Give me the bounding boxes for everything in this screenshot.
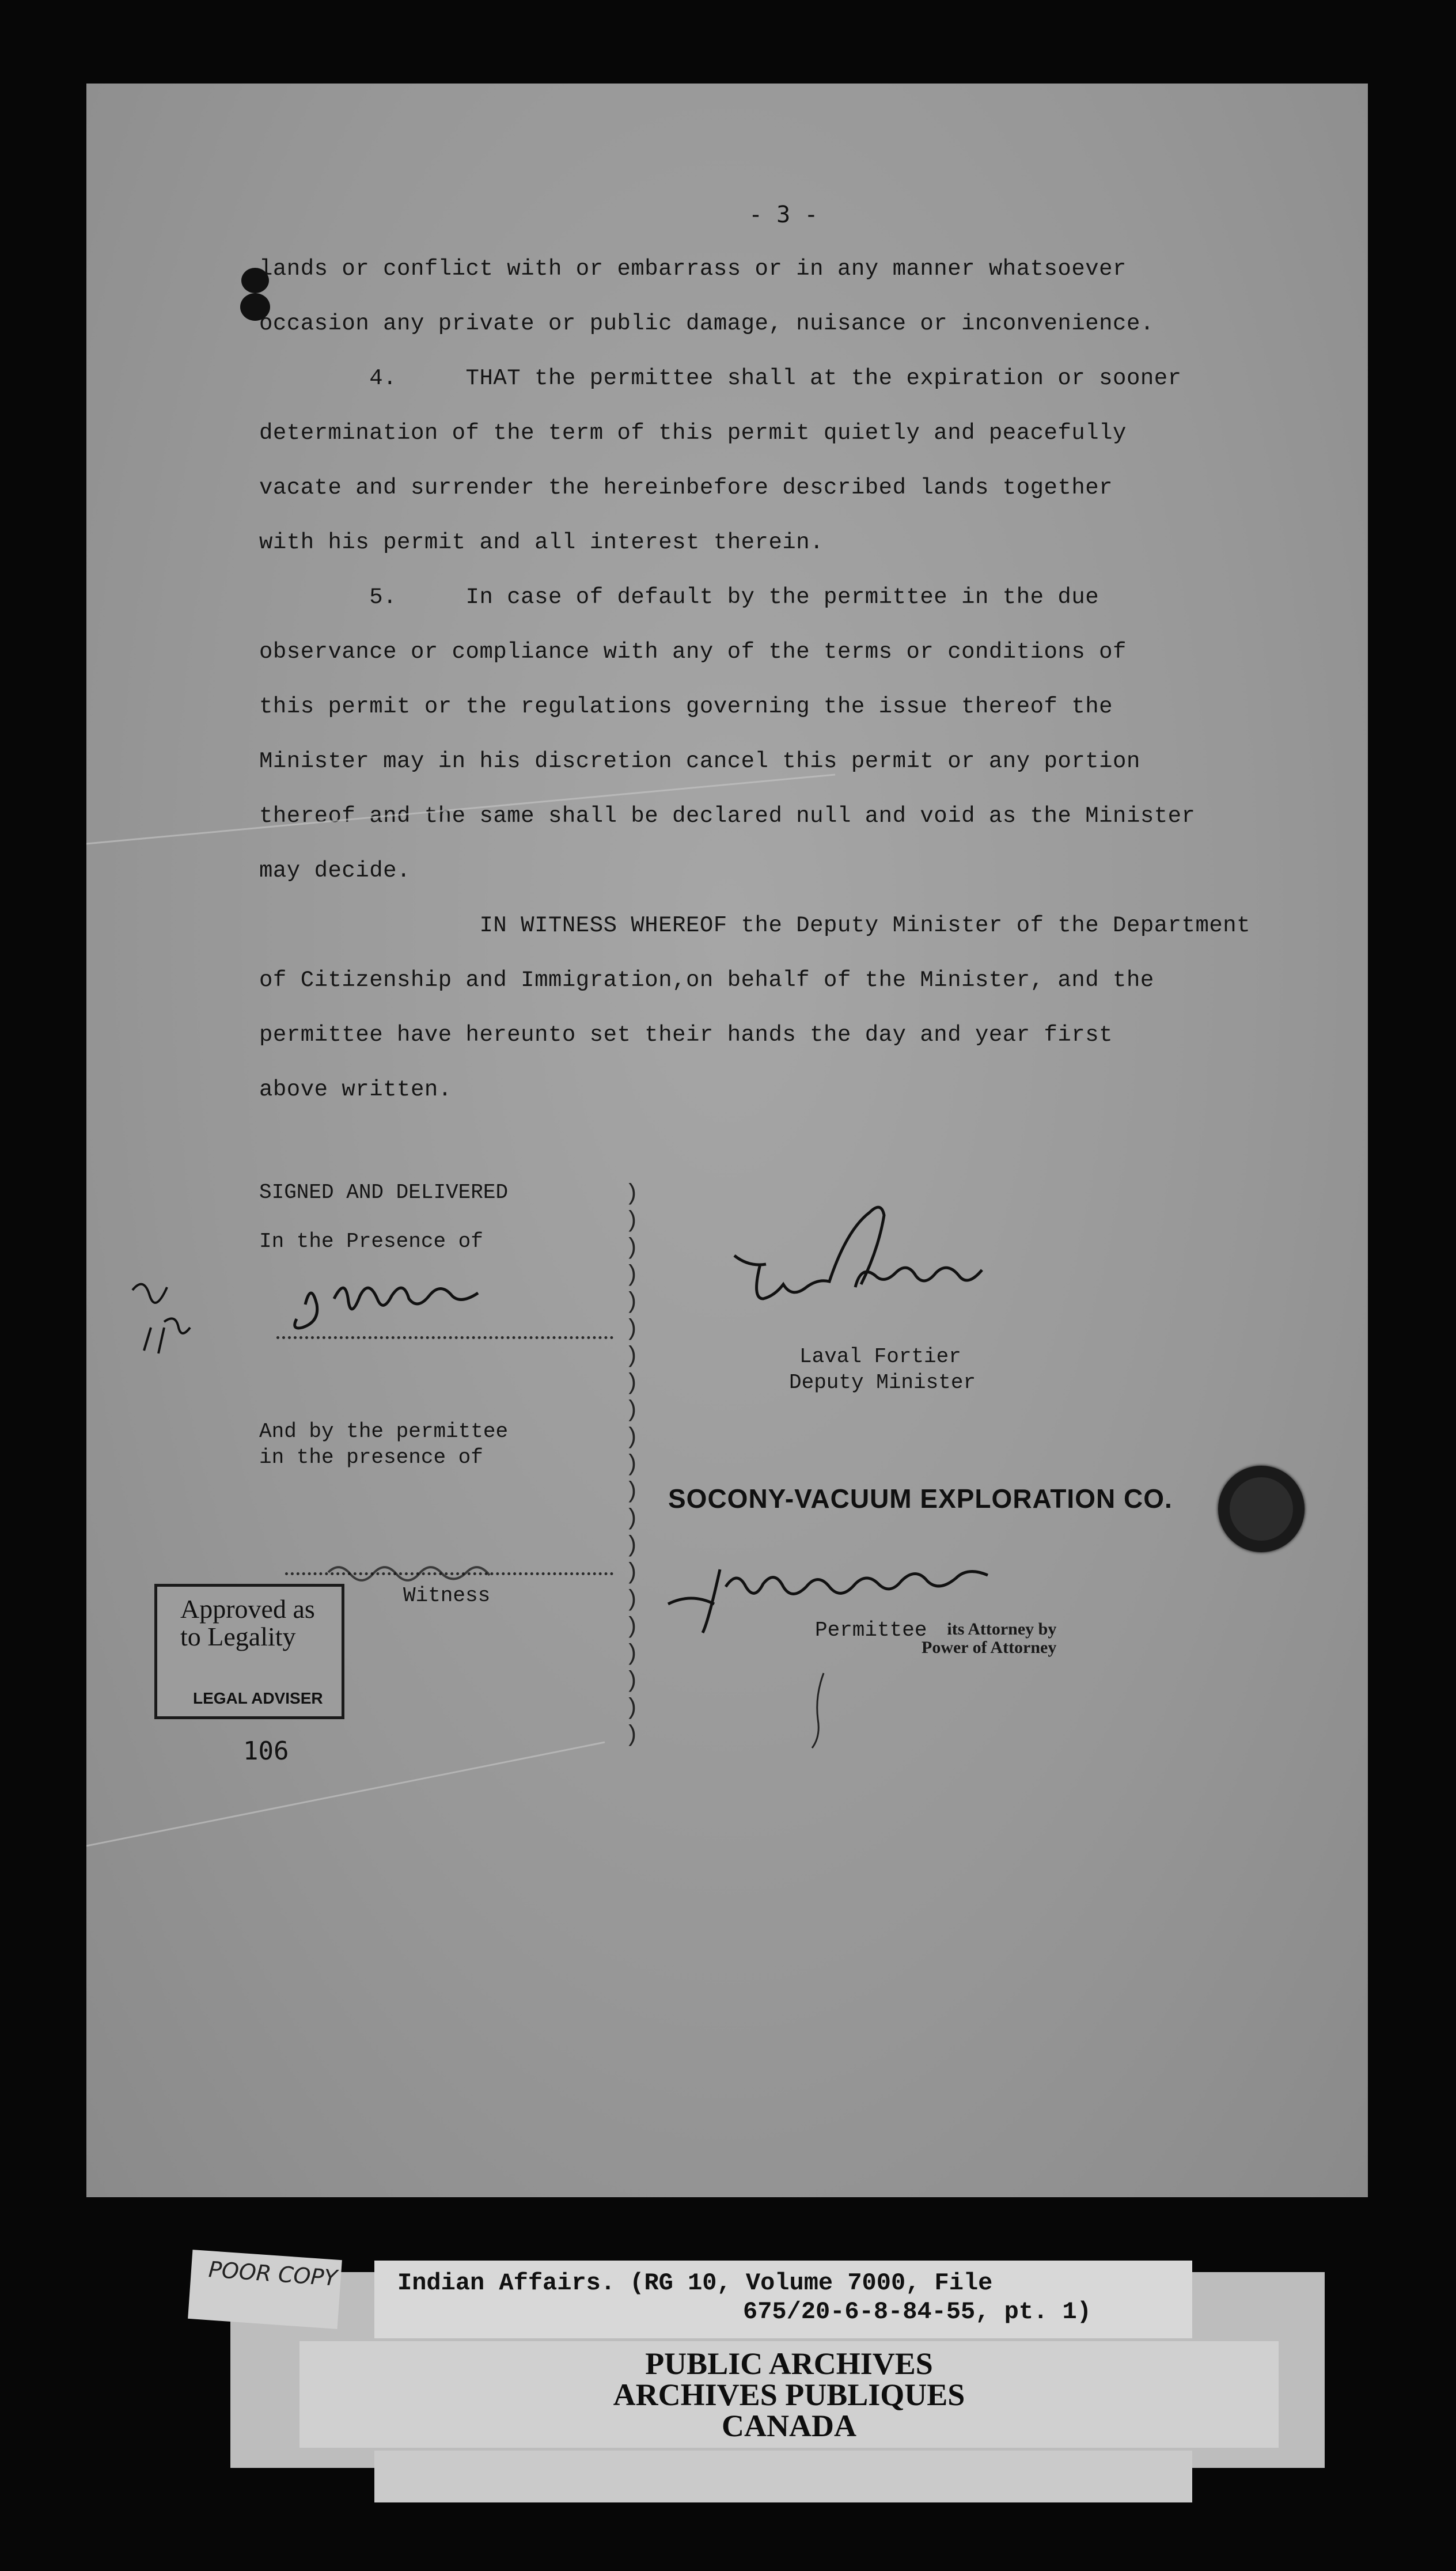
archive-label-en: PUBLIC ARCHIVES: [645, 2346, 933, 2381]
body-line-8: observance or compliance with any of the terms or conditions of: [259, 639, 1127, 665]
archive-label-country: CANADA: [722, 2409, 856, 2443]
body-line-9: this permit or the regulations governing the issue thereof the: [259, 694, 1113, 719]
attorney-line-2: Power of Attorney: [922, 1638, 1057, 1657]
stamp-line-3: LEGAL ADVISER: [193, 1689, 323, 1707]
in-presence-label-2: in the presence of: [259, 1446, 483, 1469]
permittee-signature: [668, 1569, 988, 1633]
body-line-2: occasion any private or public damage, nuisance or inconvenience.: [259, 311, 1154, 336]
signed-delivered-label: SIGNED AND DELIVERED: [259, 1181, 509, 1204]
signer-name: Laval Fortier: [799, 1345, 961, 1368]
lower-card: [374, 2451, 1192, 2502]
archive-label-card: [299, 2341, 1279, 2448]
signature-divider: ) ) ) ) ) ) ) ) ) ) ) ) ) ) ) ) ) ) ) ) ): [625, 1181, 639, 1749]
margin-scribble: [132, 1284, 167, 1303]
archive-label-fr: ARCHIVES PUBLIQUES: [613, 2377, 965, 2412]
stamp-line-2: to Legality: [180, 1622, 296, 1651]
poor-copy-label: POOR COPY: [188, 2250, 342, 2329]
witness-signature: [295, 1288, 478, 1328]
body-line-15: permittee have hereunto set their hands the day and year first: [259, 1022, 1113, 1048]
in-presence-label: In the Presence of: [259, 1230, 483, 1253]
body-line-5: vacate and surrender the hereinbefore described lands together: [259, 475, 1113, 500]
body-line-1: lands or conflict with or embarrass or in any manner whatsoever: [259, 256, 1127, 282]
signer-title: Deputy Minister: [789, 1371, 976, 1394]
body-line-11: thereof and the same shall be declared null and void as the Minister: [259, 803, 1196, 829]
reference-line-2: 675/20-6-8-84-55, pt. 1): [743, 2298, 1091, 2326]
reference-line-1: Indian Affairs. (RG 10, Volume 7000, File: [397, 2269, 993, 2297]
attorney-line-1: its Attorney by: [947, 1620, 1057, 1639]
body-line-7: 5. In case of default by the permittee in the due: [259, 585, 1099, 610]
body-line-3: 4. THAT the permittee shall at the expiration or sooner: [259, 366, 1182, 391]
stamp-line-1: Approved as: [180, 1594, 315, 1624]
deputy-minister-signature: [734, 1207, 982, 1299]
page-number: - 3 -: [749, 202, 818, 228]
body-line-4: determination of the term of this permit quietly and peacefully: [259, 420, 1127, 446]
body-line-13: IN WITNESS WHEREOF the Deputy Minister of the Department: [259, 913, 1251, 938]
body-line-12: may decide.: [259, 858, 411, 883]
witness-label: Witness: [403, 1584, 491, 1607]
body-line-6: with his permit and all interest therein.: [259, 530, 824, 555]
folio-number: 106: [243, 1736, 289, 1766]
handwriting-layer: [86, 84, 1368, 2197]
body-line-14: of Citizenship and Immigration,on behalf of the Minister, and the: [259, 968, 1154, 993]
company-name: SOCONY-VACUUM EXPLORATION CO.: [668, 1484, 1173, 1514]
body-line-10: Minister may in his discretion cancel this permit or any portion: [259, 749, 1140, 774]
body-line-16: above written.: [259, 1077, 452, 1102]
permittee-label: And by the permittee: [259, 1420, 509, 1443]
document-page: [86, 84, 1368, 2197]
witness-signature-2: [328, 1567, 490, 1580]
permittee-signature-label: Permittee: [815, 1618, 927, 1642]
